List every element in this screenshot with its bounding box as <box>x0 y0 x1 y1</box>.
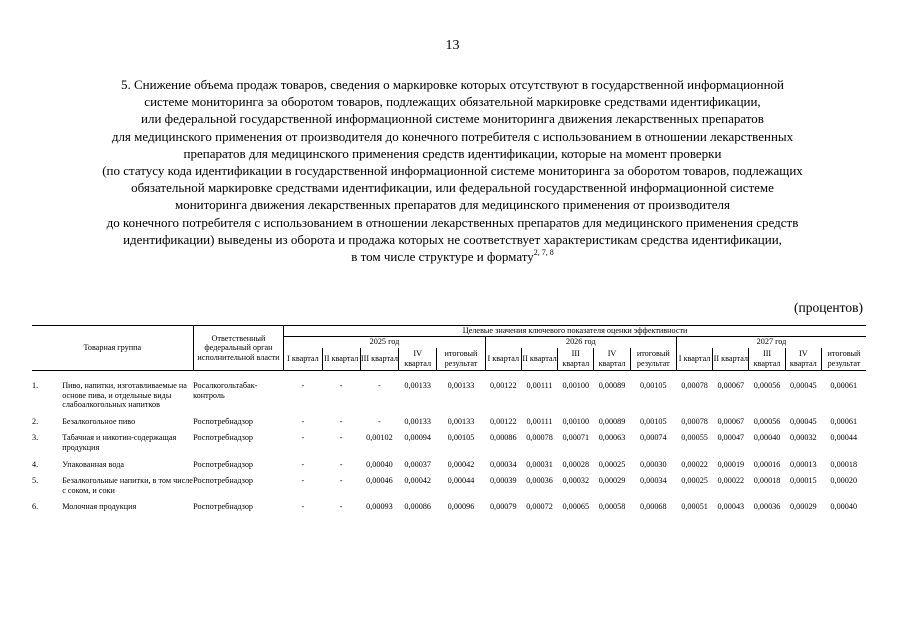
header-quarter: IV квартал <box>594 348 630 371</box>
target-value: 0,00074 <box>639 433 667 443</box>
header-quarter: III квартал <box>558 348 594 371</box>
target-value: 0,00061 <box>830 416 858 426</box>
heading-line: (по статусу кода идентификации в государственной информационной системе мониторинга за оборотом товаров, подлежащих <box>102 163 803 179</box>
heading-line: обязательной маркировке средствами идентификации, или федеральной государственной информационной системе <box>131 180 774 196</box>
target-value: 0,00032 <box>790 433 817 443</box>
table-row <box>32 453 866 470</box>
heading-line: мониторинга движения лекарственных препаратов для медицинского применения от производителя <box>174 197 730 213</box>
row-number: 5. <box>32 476 39 486</box>
target-value: 0,00105 <box>639 416 667 426</box>
heading-line <box>24 248 881 265</box>
heading-line: идентификации) выведены из оборота и продажа которых не соответствует характеристикам средства идентификации, <box>123 231 782 247</box>
target-value: 0,00034 <box>489 459 517 469</box>
target-value: 0,00020 <box>830 476 858 486</box>
target-value: - <box>301 502 305 512</box>
target-value: 0,00089 <box>598 381 626 390</box>
target-value: - <box>301 476 305 486</box>
target-value: 0,00065 <box>562 502 590 512</box>
target-value: 0,00061 <box>830 381 858 390</box>
page-number: 13 <box>445 38 460 53</box>
product-group: Пиво, напитки, изготавливаемые на основе пива, и отдельные виды слабоалкогольных напитков <box>62 381 187 410</box>
target-value: 0,00044 <box>447 476 475 486</box>
target-value: - <box>301 459 305 469</box>
authority: Роспотребнадзор <box>193 476 254 486</box>
target-value: 0,00102 <box>366 433 393 443</box>
target-value: 0,00133 <box>404 416 431 426</box>
target-value: 0,00042 <box>404 476 431 486</box>
product-group: Молочная продукция <box>62 502 137 512</box>
table-row <box>32 426 866 452</box>
target-value: 0,00013 <box>790 459 817 469</box>
target-value: - <box>301 381 305 390</box>
authority: Роспотребнадзор <box>193 416 254 426</box>
target-value: 0,00067 <box>717 381 745 390</box>
table-row <box>32 371 866 410</box>
row-number: 6. <box>32 502 39 512</box>
target-value: - <box>339 381 343 390</box>
target-value: 0,00045 <box>790 416 817 426</box>
target-value: 0,00040 <box>753 433 781 443</box>
target-value: 0,00028 <box>562 459 590 469</box>
product-group: Упакованная вода <box>62 459 125 469</box>
target-value: 0,00040 <box>830 502 858 512</box>
heading-line: 5. Снижение объема продаж товаров, сведения о маркировке которых отсутствуют в государственной информационной <box>121 77 784 92</box>
target-value: 0,00025 <box>681 476 708 486</box>
target-value: 0,00018 <box>753 476 781 486</box>
target-value: 0,00056 <box>753 381 781 390</box>
target-value: 0,00034 <box>639 476 667 486</box>
target-value: 0,00025 <box>598 459 626 469</box>
target-value: 0,00029 <box>790 502 817 512</box>
authority: Росалкогольтабак-контроль <box>193 381 258 400</box>
header-quarter: III квартал <box>749 348 785 371</box>
product-group: Безалкогольные напитки, в том числе с соком, и соки <box>62 476 193 495</box>
target-value: 0,00068 <box>639 502 667 512</box>
target-value: 0,00093 <box>366 502 393 512</box>
heading-line: до конечного потребителя с использованием в отношении лекарственных препаратов для медицинского применения средств <box>106 214 799 230</box>
target-value: 0,00039 <box>489 476 517 486</box>
target-value: 0,00072 <box>526 502 553 512</box>
target-value: 0,00133 <box>447 381 475 390</box>
target-value: - <box>378 381 381 390</box>
target-value: 0,00133 <box>404 381 431 390</box>
target-value: 0,00078 <box>681 381 708 390</box>
table-body <box>32 371 866 512</box>
header-quarter: II квартал <box>521 348 557 371</box>
target-value: 0,00111 <box>526 416 553 426</box>
target-value: 0,00029 <box>598 476 626 486</box>
table-row <box>32 410 866 427</box>
target-value: 0,00105 <box>639 381 667 390</box>
header-quarter: II квартал <box>322 348 360 371</box>
table-row <box>32 495 866 512</box>
header-year-2025: 2025 год <box>284 337 485 348</box>
target-value: 0,00040 <box>366 459 393 469</box>
target-value: 0,00022 <box>681 459 708 469</box>
heading-line: или федеральной государственной информационной системе мониторинга движения лекарственных препаратов <box>141 111 764 127</box>
target-value: 0,00078 <box>681 416 708 426</box>
target-value: 0,00022 <box>717 476 745 486</box>
target-value: 0,00043 <box>717 502 745 512</box>
heading-line: для медицинского применения от производителя до конечного потребителя с использованием в отношении лекарственных <box>111 128 794 144</box>
header-authority: Ответственный федеральный орган исполнительной власти <box>193 326 284 371</box>
target-value: 0,00079 <box>489 502 517 512</box>
target-value: 0,00044 <box>830 433 858 443</box>
heading-line: системе мониторинга за оборотом товаров, подлежащих обязательной маркировке средствами идентификации, <box>144 94 761 110</box>
product-group: Безалкогольное пиво <box>62 416 136 426</box>
target-value: 0,00036 <box>753 502 781 512</box>
indicator-table <box>32 325 866 512</box>
target-value: 0,00058 <box>598 502 626 512</box>
section-heading <box>24 76 881 265</box>
target-value: 0,00056 <box>753 416 781 426</box>
target-value: 0,00032 <box>562 476 590 486</box>
authority: Роспотребнадзор <box>193 502 254 512</box>
target-value: 0,00042 <box>447 459 475 469</box>
units-label: (процентов) <box>793 300 863 315</box>
target-value: 0,00067 <box>717 416 745 426</box>
target-value: - <box>339 476 343 486</box>
target-value: 0,00078 <box>526 433 553 443</box>
header-total: итоговый результат <box>437 348 485 371</box>
heading-line: препаратов для медицинского применения средств идентификации, которые на момент проверки <box>183 145 722 161</box>
target-value: 0,00047 <box>717 433 745 443</box>
target-value: 0,00094 <box>404 433 431 443</box>
footnote-refs: 2, 7, 8 <box>533 248 554 258</box>
target-value: 0,00071 <box>562 433 590 443</box>
header-quarter: I квартал <box>676 348 712 371</box>
target-value: - <box>339 416 343 426</box>
target-value: 0,00015 <box>790 476 817 486</box>
target-value: 0,00086 <box>489 433 517 443</box>
header-product-group: Товарная группа <box>32 326 193 371</box>
target-value: - <box>301 416 305 426</box>
target-value: 0,00133 <box>447 416 475 426</box>
header-total: итоговый результат <box>630 348 676 371</box>
header-quarter: I квартал <box>485 348 521 371</box>
target-value: - <box>339 459 343 469</box>
header-quarter: III квартал <box>360 348 398 371</box>
target-value: 0,00100 <box>562 381 590 390</box>
target-value: 0,00105 <box>447 433 475 443</box>
header-year-2027: 2027 год <box>676 337 866 348</box>
row-number: 4. <box>32 459 39 469</box>
target-value: - <box>378 416 381 426</box>
target-value: 0,00019 <box>717 459 745 469</box>
target-value: 0,00045 <box>790 381 817 390</box>
header-quarter: II квартал <box>713 348 749 371</box>
header-total: итоговый результат <box>821 348 866 371</box>
target-value: 0,00018 <box>830 459 858 469</box>
target-value: - <box>339 433 343 443</box>
header-year-2026: 2026 год <box>485 337 676 348</box>
target-value: 0,00030 <box>639 459 667 469</box>
header-quarter: IV квартал <box>785 348 821 371</box>
target-value: 0,00086 <box>404 502 431 512</box>
header-targets: Целевые значения ключевого показателя оценки эффективности <box>284 326 866 337</box>
table-row <box>32 469 866 495</box>
authority: Роспотребнадзор <box>193 433 254 443</box>
header-quarter: IV квартал <box>399 348 437 371</box>
target-value: - <box>339 502 343 512</box>
product-group: Табачная и никотин-содержащая продукция <box>62 433 177 452</box>
target-value: 0,00122 <box>489 416 517 426</box>
row-number: 2. <box>32 416 39 426</box>
target-value: 0,00100 <box>562 416 590 426</box>
row-number: 1. <box>32 381 39 390</box>
target-value: 0,00122 <box>489 381 517 390</box>
header-quarter: I квартал <box>284 348 322 371</box>
target-value: 0,00096 <box>447 502 475 512</box>
authority: Роспотребнадзор <box>193 459 254 469</box>
target-value: 0,00016 <box>753 459 781 469</box>
heading-last-line: в том числе структуре и формату <box>351 249 534 265</box>
target-value: 0,00036 <box>526 476 553 486</box>
target-value: 0,00089 <box>598 416 626 426</box>
row-number: 3. <box>32 433 39 443</box>
target-value: 0,00063 <box>598 433 626 443</box>
target-value: - <box>301 433 305 443</box>
target-value: 0,00046 <box>366 476 393 486</box>
target-value: 0,00037 <box>404 459 431 469</box>
target-value: 0,00111 <box>526 381 553 390</box>
target-value: 0,00051 <box>681 502 708 512</box>
target-value: 0,00031 <box>526 459 553 469</box>
target-value: 0,00055 <box>681 433 708 443</box>
